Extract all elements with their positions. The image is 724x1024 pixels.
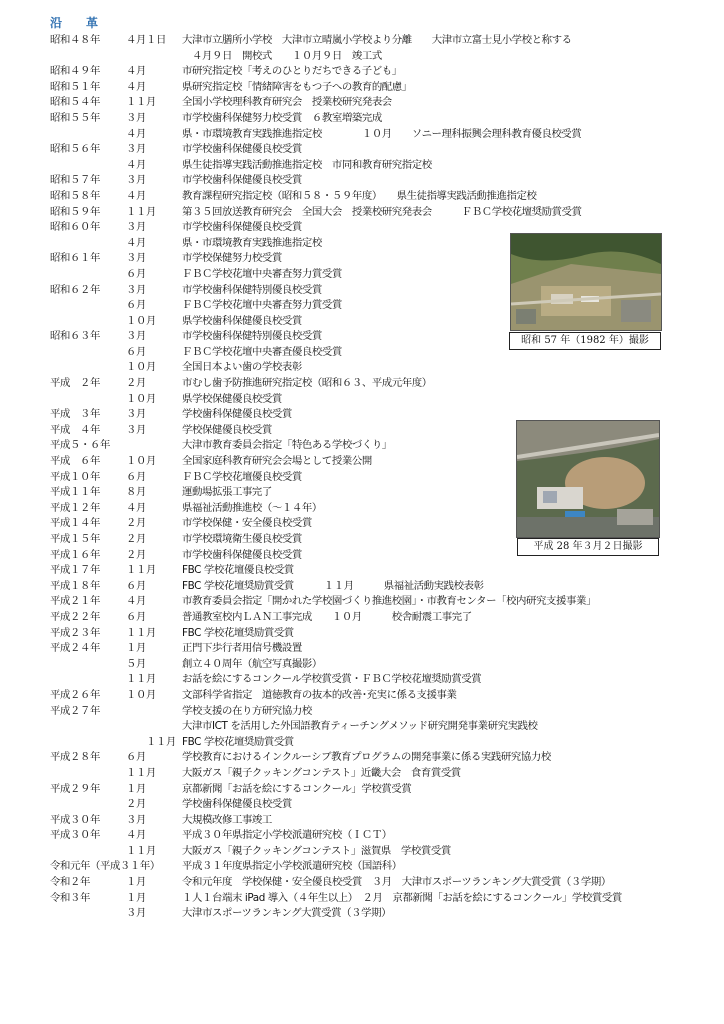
history-era: 平成２２年 (50, 610, 100, 623)
history-month: １０月 (126, 314, 156, 327)
history-era: 平成２９年 (50, 782, 100, 795)
history-era: 昭和５５年 (50, 111, 100, 124)
history-month: ３月 (126, 408, 146, 421)
aerial-photo-1982 (510, 233, 662, 331)
history-row (50, 392, 710, 408)
history-era: 令和元年（平成３１年） (50, 860, 160, 873)
history-month: ３月 (126, 143, 146, 156)
history-row (50, 49, 710, 65)
photo-caption-2016: 平成 28 年３月２日撮影 (517, 538, 659, 556)
history-event: 県福祉活動推進校（～１４年） (182, 501, 322, 514)
history-event: 運動場拡張工事完了 (182, 486, 272, 499)
history-era: 昭和６１年 (50, 252, 100, 265)
history-event: 大阪ガス「親子クッキングコンテスト」滋賀県 学校賞受賞 (182, 844, 451, 857)
history-row (50, 33, 710, 49)
history-month: ６月 (126, 345, 146, 358)
history-month: ４月１日 (126, 34, 166, 46)
history-era: 令和２年 (50, 876, 90, 889)
history-event: 令和元年度 学校保健・安全優良校受賞 ３月 大津市スポーツランキング大賞受賞（３学期） (182, 876, 611, 889)
history-row (50, 828, 710, 844)
history-era: 昭和５７年 (50, 174, 100, 187)
history-month: １１月 (126, 735, 176, 748)
history-row (50, 641, 710, 657)
history-month: １月 (126, 642, 146, 655)
history-event: 普通教室校内ＬＡＮ工事完成 １０月 校舎耐震工事完了 (182, 610, 472, 623)
history-month: ４月 (126, 595, 146, 608)
history-era: 平成 ２年 (50, 377, 100, 390)
history-month: ６月 (126, 299, 146, 312)
history-event: 市学校歯科保健努力校受賞 ６教室増築完成 (182, 111, 382, 124)
history-event: 大津市教育委員会指定「特色ある学校づくり」 (182, 439, 392, 452)
history-era: 平成１５年 (50, 533, 100, 545)
history-event: 大津市ICT を活用した外国語教育ティーチングメソッド研究開発事業研究実践校 (182, 720, 538, 733)
history-row (50, 750, 710, 766)
history-row (50, 672, 710, 688)
history-month: １１月 (126, 205, 156, 218)
history-month: ４月 (126, 158, 146, 171)
history-month: １０月 (126, 688, 156, 701)
history-month: ４月 (126, 80, 146, 93)
history-month: １１月 (126, 766, 156, 779)
history-era: 平成２１年 (50, 595, 100, 608)
history-event: 市学校歯科保健特別優良校受賞 (182, 283, 322, 296)
history-month: ４月 (126, 127, 146, 140)
history-month: ３月 (126, 111, 146, 124)
history-month: ４月 (126, 829, 146, 842)
history-event: 全国家庭科教育研究会会場として授業公開 (182, 455, 372, 468)
history-event: 全国日本よい歯の学校表彰 (182, 361, 302, 374)
history-era: 昭和５８年 (50, 189, 100, 202)
history-event: ＦＢＣ学校花壇中央審査優良校受賞 (182, 345, 342, 358)
history-row (50, 891, 710, 907)
history-row (50, 579, 710, 595)
history-era: 平成１１年 (50, 486, 100, 499)
history-month: ３月 (126, 252, 146, 265)
history-era: 昭和５９年 (50, 205, 100, 218)
history-event: ＦＢＣ学校花壇中央審査努力賞受賞 (182, 299, 342, 312)
history-month: ３月 (126, 174, 146, 187)
history-event: 正門下歩行者用信号機設置 (182, 642, 302, 655)
section-title: 沿 革 (50, 16, 105, 30)
history-row (50, 797, 710, 813)
history-month: ４月 (126, 189, 146, 202)
history-event: 市学校環境衛生優良校受賞 (182, 533, 302, 545)
history-row (50, 594, 710, 610)
history-event: 全国小学校理科教育研究会 授業校研究発表会 (182, 96, 392, 109)
history-event: FBC 学校花壇優良校受賞 (182, 564, 294, 577)
history-event: 大規模改修工事竣工 (182, 813, 272, 826)
history-era: 平成１０年 (50, 470, 100, 483)
history-month: ２月 (126, 798, 146, 811)
history-era: 平成２４年 (50, 642, 100, 655)
history-event: 学校歯科保健優良校受賞 (182, 798, 292, 811)
history-row (50, 782, 710, 798)
history-month: ６月 (126, 610, 146, 623)
history-event: 県・市環境教育実践推進指定校 (182, 236, 322, 249)
history-month: ４月 (126, 501, 146, 514)
history-era: 平成２８年 (50, 751, 100, 764)
history-month: １０月 (126, 392, 156, 405)
history-event: 創立４０周年（航空写真撮影） (182, 657, 322, 670)
history-row (50, 205, 710, 221)
history-month: １１月 (126, 564, 156, 577)
history-era: 平成３０年 (50, 813, 100, 826)
history-era: 昭和６３年 (50, 330, 100, 343)
history-row (50, 376, 710, 392)
history-month: ３月 (126, 907, 146, 920)
history-event: 文部科学省指定 道徳教育の抜本的改善･充実に係る支援事業 (182, 688, 457, 701)
history-event: 学校歯科保健優良校受賞 (182, 408, 292, 421)
history-row (50, 766, 710, 782)
history-era: 昭和４９年 (50, 65, 100, 78)
history-event: 県学校歯科保健優良校受賞 (182, 314, 302, 327)
history-row (50, 704, 710, 720)
history-event: 市教育委員会指定「開かれた学校園づくり推進校園」・市教育センター「校内研究支援事業」 (182, 595, 596, 608)
history-event: 市学校歯科保健優良校受賞 (182, 174, 302, 187)
history-event: 大津市スポーツランキング大賞受賞（３学期） (182, 907, 392, 920)
history-event: 県・市環境教育実践推進指定校 １０月 ソニー理科振興会理科教育優良校受賞 (182, 127, 582, 140)
history-row (50, 142, 710, 158)
history-row (50, 610, 710, 626)
history-event: FBC 学校花壇奨励賞受賞 １１月 県福祉活動実践校表彰 (182, 579, 484, 592)
history-month: １月 (126, 891, 146, 904)
history-era: 昭和５４年 (50, 96, 100, 109)
history-month: ５月 (126, 657, 146, 670)
history-row (50, 906, 710, 922)
history-era: 平成５・６年 (50, 439, 110, 452)
history-month: ２月 (126, 533, 146, 545)
history-month: ４月 (126, 65, 146, 78)
history-month: １０月 (126, 361, 156, 374)
history-month: ６月 (126, 579, 146, 592)
history-event: 教育課程研究指定校（昭和５８・５９年度） 県生徒指導実践活動推進指定校 (182, 189, 537, 202)
history-row (50, 657, 710, 673)
history-era: 平成 ３年 (50, 408, 100, 421)
history-event: 大津市立膳所小学校 大津市立晴嵐小学校より分離 大津市立富士見小学校と称する (182, 34, 572, 46)
history-event: １人１台端末 iPad 導入（４年生以上） ２月 京都新聞「お話を絵にするコンクール」学校賞受賞 (182, 891, 622, 904)
history-event: 県研究指定校「情緒障害をもつ子への教育的配慮」 (182, 80, 412, 93)
history-event: ＦＢＣ学校花壇優良校受賞 (182, 470, 302, 483)
history-era: 平成 ６年 (50, 455, 100, 468)
history-month: ６月 (126, 470, 146, 483)
aerial-photo-2016 (516, 420, 660, 538)
history-event: ＦＢＣ学校花壇中央審査努力賞受賞 (182, 267, 342, 280)
history-event: 学校教育におけるインクルーシブ教育プログラムの開発事業に係る実践研究協力校 (182, 751, 551, 764)
history-row (50, 813, 710, 829)
history-era: 平成２３年 (50, 626, 100, 639)
history-event: 市学校歯科保健優良校受賞 (182, 221, 302, 234)
history-era: 昭和５１年 (50, 80, 100, 93)
history-event: 市研究指定校「考えのひとりだちできる子ども」 (182, 65, 402, 78)
history-event: ４月９日 開校式 １０月９日 竣工式 (182, 49, 382, 62)
history-month: ３月 (126, 813, 146, 826)
history-row (50, 719, 710, 735)
history-event: 第３５回放送教育研究会 全国大会 授業校研究発表会 ＦＢＣ学校花壇奨励賞受賞 (182, 205, 582, 218)
history-month: ３月 (126, 330, 146, 343)
history-month: １１月 (126, 96, 156, 109)
history-era: 平成１４年 (50, 517, 100, 530)
history-month: １１月 (126, 844, 156, 857)
history-row (50, 173, 710, 189)
history-row (50, 189, 710, 205)
history-event: 学校保健優良校受賞 (182, 423, 272, 436)
history-era: 平成１２年 (50, 501, 100, 514)
photo-caption-1982: 昭和 57 年（1982 年）撮影 (509, 332, 661, 350)
history-era: 平成 ４年 (50, 423, 100, 436)
history-era: 令和３年 (50, 891, 90, 904)
history-event: FBC 学校花壇奨励賞受賞 (182, 735, 294, 748)
history-row (50, 563, 710, 579)
history-month: ６月 (126, 267, 146, 280)
history-era: 平成３０年 (50, 829, 100, 842)
history-event: FBC 学校花壇奨励賞受賞 (182, 626, 294, 639)
history-event: 京都新聞「お話を絵にするコンクール」学校賞受賞 (182, 782, 412, 795)
history-month: １１月 (126, 626, 156, 639)
history-row (50, 158, 710, 174)
history-row (50, 95, 710, 111)
history-month: ８月 (126, 486, 146, 499)
history-month: １１月 (126, 673, 156, 686)
history-month: ３月 (126, 221, 146, 234)
history-event: 市学校歯科保健優良校受賞 (182, 143, 302, 156)
history-row (50, 127, 710, 143)
history-row (50, 360, 710, 376)
history-event: 市学校歯科保健特別優良校受賞 (182, 330, 322, 343)
history-row (50, 844, 710, 860)
history-row (50, 64, 710, 80)
history-event: 市学校保健努力校受賞 (182, 252, 282, 265)
history-event: お話を絵にするコンクール学校賞受賞・ＦＢＣ学校花壇奨励賞受賞 (182, 673, 482, 686)
history-event: 大阪ガス「親子クッキングコンテスト」近畿大会 食育賞受賞 (182, 766, 461, 779)
history-month: ２月 (126, 517, 146, 530)
history-row (50, 111, 710, 127)
history-month: ２月 (126, 548, 146, 561)
history-event: 県学校保健優良校受賞 (182, 392, 282, 405)
history-era: 平成１７年 (50, 564, 100, 577)
history-month: １０月 (126, 455, 156, 468)
history-month: ６月 (126, 751, 146, 764)
history-era: 昭和６０年 (50, 221, 100, 234)
history-row (50, 80, 710, 96)
history-event: 県生徒指導実践活動推進指定校 市同和教育研究指定校 (182, 158, 432, 171)
history-event: 平成３０年県指定小学校派遣研究校（ＩＣＴ） (182, 829, 392, 842)
history-event: 市学校保健・安全優良校受賞 (182, 517, 312, 530)
history-month: ３月 (126, 423, 146, 436)
history-era: 平成１８年 (50, 579, 100, 592)
history-era: 平成２７年 (50, 704, 100, 717)
history-era: 昭和４８年 (50, 34, 100, 46)
history-event: 学校支援の在り方研究協力校 (182, 704, 312, 717)
history-month: ４月 (126, 236, 146, 249)
history-event: 市むし歯予防推進研究指定校（昭和６３、平成元年度） (182, 377, 432, 390)
history-month: １月 (126, 876, 146, 889)
history-month: １月 (126, 782, 146, 795)
history-row (50, 626, 710, 642)
history-row (50, 859, 710, 875)
history-era: 平成２６年 (50, 688, 100, 701)
history-row (50, 875, 710, 891)
history-month: ３月 (126, 283, 146, 296)
history-era: 平成１６年 (50, 548, 100, 561)
history-event: 平成３１年度県指定小学校派遣研究校（国語科） (182, 860, 402, 873)
history-month: ２月 (126, 377, 146, 390)
history-row (50, 688, 710, 704)
history-era: 昭和６２年 (50, 283, 100, 296)
history-row (50, 735, 710, 751)
history-event: 市学校歯科保健優良校受賞 (182, 548, 302, 561)
history-era: 昭和５６年 (50, 143, 100, 156)
